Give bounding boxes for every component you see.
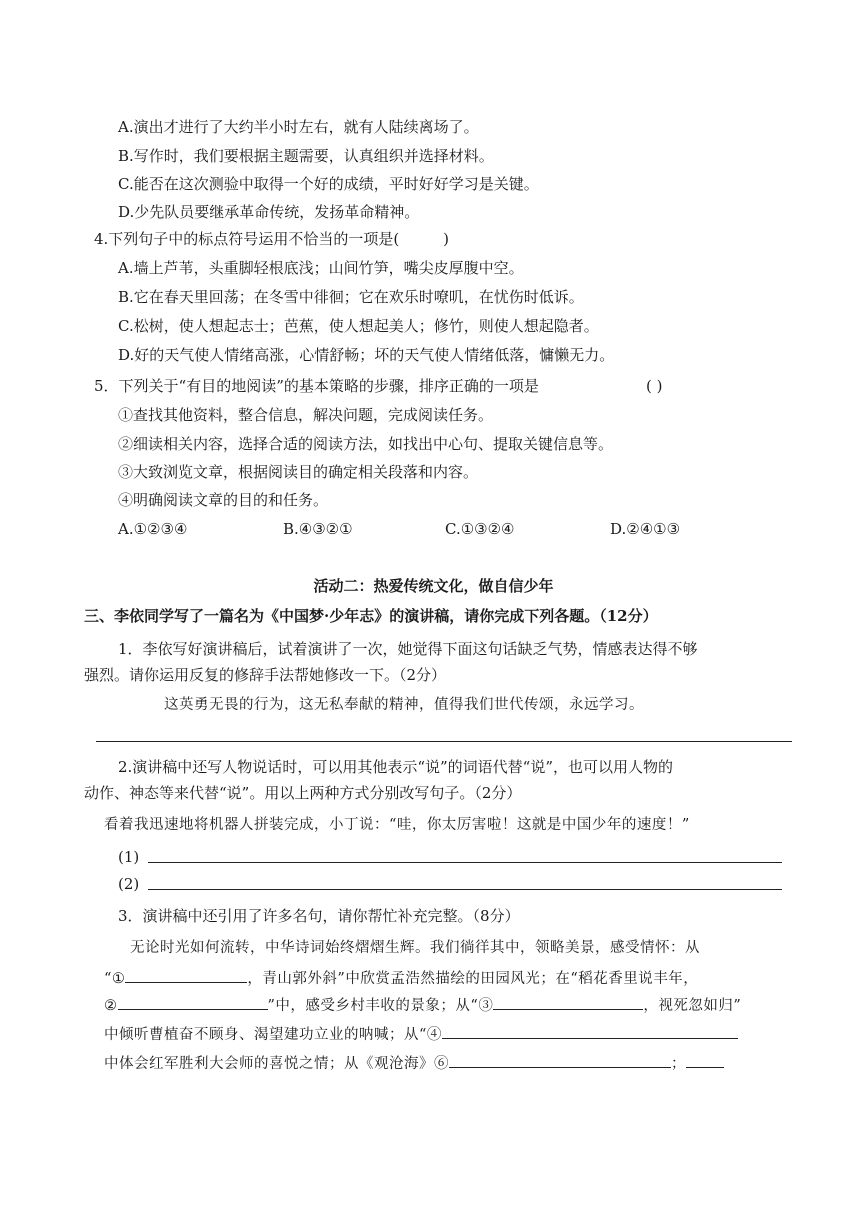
s3-q3-p3-start: ② (104, 998, 118, 1014)
q4-option-a: A.墙上芦苇，头重脚轻根底浅；山间竹笋，嘴尖皮厚腹中空。 (118, 259, 524, 277)
s3-q2-blank2-line[interactable] (148, 889, 782, 890)
q5-choice-b: B.④③②① (283, 520, 353, 538)
s3-q3-p5-start: 中体会红军胜利大会师的喜悦之情；从《观沧海》⑥ (104, 1056, 449, 1072)
q5-step-4: ④明确阅读文章的目的和任务。 (118, 491, 329, 509)
s3-q3-p2-end: ，青山郭外斜”中欣赏孟浩然描绘的田园风光；在“稻花香里说丰年， (247, 971, 699, 987)
s3-q3-p2-start: “① (104, 971, 126, 987)
s3-q3-p3-mid: ”中，感受乡村丰收的景象；从“③ (267, 998, 494, 1014)
s3-q2-blank1-label: (1) (118, 848, 140, 866)
s3-q3-p4 (104, 1022, 738, 1045)
q5-choice-c: C.①③②④ (445, 520, 515, 538)
blank-1[interactable] (125, 966, 247, 983)
section3-heading: 三、李依同学写了一篇名为《中国梦·少年志》的演讲稿，请你完成下列各题。（12分） (84, 607, 658, 625)
q5-step-1: ①查找其他资料，整合信息，解决问题，完成阅读任务。 (118, 406, 494, 424)
activity-title: 活动二：热爱传统文化，做自信少年 (313, 577, 554, 595)
q5-step-2: ②细读相关内容，选择合适的阅读方法，如找出中心句、提取关键信息等。 (118, 435, 614, 453)
q4-option-c: C.松树，使人想起志士；芭蕉，使人想起美人；修竹，则使人想起隐者。 (118, 317, 599, 335)
q3-option-c: C.能否在这次测验中取得一个好的成绩，平时好好学习是关键。 (118, 175, 539, 193)
s3-q3-p3-end: ，视死忽如归” (643, 998, 742, 1014)
s3-q3-p5-semicolon: ； (671, 1056, 686, 1072)
q5-step-3: ③大致浏览文章，根据阅读目的确定相关段落和内容。 (118, 463, 479, 481)
q3-option-a: A.演出才进行了大约半小时左右，就有人陆续离场了。 (118, 118, 479, 136)
s3-q2-line2: 动作、神态等来代替“说”。用以上两种方式分别改写句子。（2分） (84, 784, 522, 802)
s3-q3-p5 (104, 1051, 724, 1074)
s3-q3-p1: 无论时光如何流转，中华诗词始终熠熠生辉。我们徜徉其中，领略美景，感受情怀：从 (130, 940, 700, 956)
q5-choice-a: A.①②③④ (118, 520, 188, 538)
s3-q1-sentence: 这英勇无畏的行为，这无私奉献的精神，值得我们世代传颂，永远学习。 (164, 697, 644, 713)
s3-q3-line: 3．演讲稿中还引用了许多名句，请你帮忙补充完整。（8分） (118, 907, 520, 925)
s3-q2-blank1-line[interactable] (148, 862, 782, 863)
blank-7[interactable] (686, 1051, 724, 1068)
s3-q1-line1: 1．李依写好演讲稿后，试着演讲了一次，她觉得下面这句话缺乏气势，情感表达得不够 (118, 640, 698, 658)
blank-2[interactable] (118, 993, 268, 1010)
blank-6[interactable] (449, 1051, 671, 1068)
blank-4[interactable] (442, 1022, 738, 1039)
q5-stem: 5．下列关于“有目的地阅读”的基本策略的步骤，排序正确的一项是 (94, 377, 539, 395)
s3-q3-p3 (104, 993, 741, 1016)
q4-stem-text: 4.下列句子中的标点符号运用不恰当的一项是( (94, 230, 400, 248)
s3-q3-p2 (104, 966, 698, 989)
s3-q1-line2: 强烈。请你运用反复的修辞手法帮她修改一下。（2分） (84, 666, 447, 684)
s3-q1-answer-line[interactable] (96, 741, 792, 742)
q4-stem (94, 229, 449, 249)
q4-option-d: D.好的天气使人情绪高涨，心情舒畅；坏的天气使人情绪低落，慵懒无力。 (118, 346, 615, 364)
q3-option-b: B.写作时，我们要根据主题需要，认真组织并选择材料。 (118, 147, 494, 165)
s3-q3-p4-start: 中倾听曹植奋不顾身、渴望建功立业的呐喊；从“④ (104, 1027, 442, 1043)
s3-q2-line1: 2.演讲稿中还写人物说话时，可以用其他表示“说”的词语代替“说”，也可以用人物的 (118, 758, 673, 776)
s3-q2-blank2-label: (2) (118, 875, 140, 893)
q5-answer-paren: ( ) (646, 377, 663, 395)
q4-stem-end: ) (443, 230, 450, 248)
blank-3[interactable] (493, 993, 643, 1010)
q4-option-b: B.它在春天里回荡；在冬雪中徘徊；它在欢乐时嘹叽，在忧伤时低诉。 (118, 288, 584, 306)
q5-choice-d: D.②④①③ (610, 520, 681, 538)
s3-q2-sentence: 看着我迅速地将机器人拼装完成，小丁说：“哇，你太厉害啦！这就是中国少年的速度！” (104, 817, 690, 833)
q3-option-d: D.少先队员要继承革命传统，发扬革命精神。 (118, 203, 420, 221)
